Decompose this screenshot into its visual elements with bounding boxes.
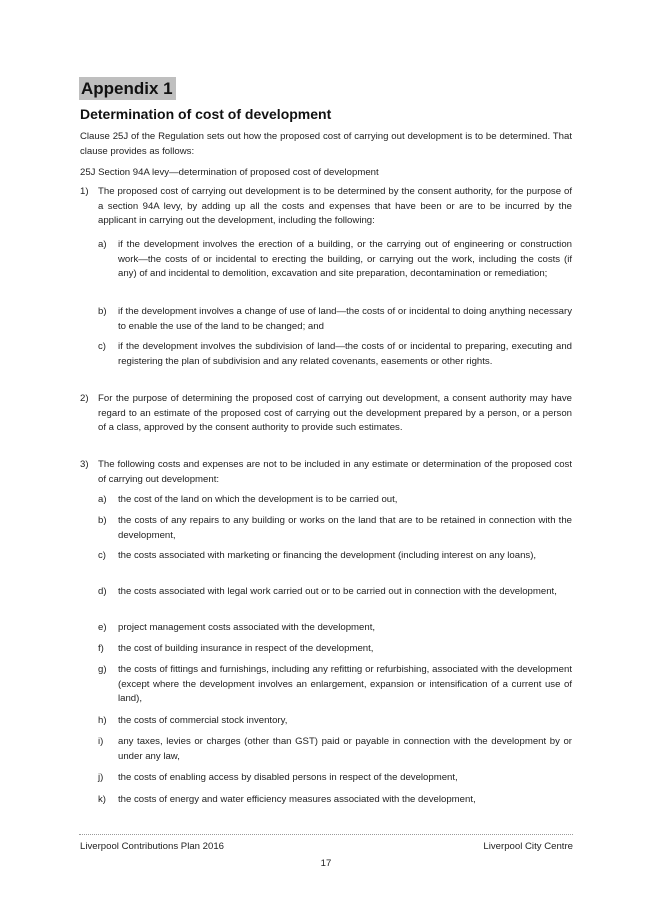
clause-item-3b [80,514,572,543]
clause-item-3 [80,458,572,487]
appendix-heading: Appendix 1 [79,77,176,100]
subitem-letter: f) [98,643,104,654]
item-text: The following costs and expenses are not to be included in any estimate or determination of the proposed cost of carrying out development: [98,459,572,485]
subitem-text: the costs associated with legal work carried out or to be carried out in connection with the development, [118,586,557,597]
subitem-text: if the development involves the subdivision of land—the costs of or incidental to preparing, executing and registering the plan of subdivision and any related covenants, easements or other rights. [118,341,572,367]
subitem-letter: g) [98,664,107,675]
subitem-letter: k) [98,794,106,805]
subitem-text: if the development involves the erection of a building, or the carrying out of engineering or construction work—the costs of or incidental to erecting the building, or carrying out the work, including the costs (if any) of and incidental to demolition, excavation and site preparation, decontamination or remediation; [118,239,572,280]
subitem-text: any taxes, levies or charges (other than GST) paid or payable in connection with the development by or under any law, [118,736,572,762]
clause-item-1c [80,340,572,369]
clause-item-3f [80,642,572,657]
subitem-text: the cost of the land on which the development is to be carried out, [118,494,398,505]
clause-item-1b [80,305,572,334]
section-title: Determination of cost of development [80,106,332,122]
clause-item-2 [80,392,572,436]
subitem-text: the costs of enabling access by disabled persons in respect of the development, [118,772,458,783]
item-text: For the purpose of determining the proposed cost of carrying out development, a consent authority may have regard to an estimate of the proposed cost of carrying out the development prepared by a person, or a person of a class, approved by the consent authority to provide such estimates. [98,393,572,434]
clause-item-3a [80,493,572,508]
subitem-text: the costs of any repairs to any building or works on the land that are to be retained in connection with the development, [118,515,572,541]
clause-item-3g [80,663,572,707]
footer-document-title: Liverpool Contributions Plan 2016 [80,841,224,852]
clause-item-3d [80,585,572,600]
subitem-text: the costs of fittings and furnishings, including any refitting or refurbishing, associated with the development (except where the development involves an enlargement, expansion or intensification of a current use of land), [118,664,572,705]
subitem-text: if the development involves a change of use of land—the costs of or incidental to doing anything necessary to enable the use of the land to be changed; and [118,306,572,332]
subitem-text: the costs associated with marketing or financing the development (including interest on any loans), [118,550,537,561]
subitem-text: the costs of energy and water efficiency measures associated with the development, [118,794,476,805]
clause-item-3j [80,771,572,786]
clause-item-3c [80,549,572,564]
subitem-letter: a) [98,494,107,505]
clause-item-1a [80,238,572,282]
item-number: 3) [80,459,89,470]
clause-item-3i [80,735,572,764]
footer-section-name: Liverpool City Centre [483,841,573,852]
subitem-text: the cost of building insurance in respect of the development, [118,643,374,654]
intro-paragraph: Clause 25J of the Regulation sets out how the proposed cost of carrying out development is to be determined. That clause provides as follows: [80,131,572,157]
clause-item-3k [80,793,572,808]
subitem-letter: c) [98,341,106,352]
clause-item-1 [80,185,572,229]
subitem-letter: i) [98,736,104,747]
item-number: 1) [80,186,89,197]
footer-divider [79,834,573,835]
subitem-letter: d) [98,586,107,597]
subitem-text: the costs of commercial stock inventory, [118,715,288,726]
page-number: 17 [320,858,332,869]
clause-title: 25J Section 94A levy—determination of proposed cost of development [80,167,379,178]
clause-item-3h [80,714,572,729]
subitem-text: project management costs associated with the development, [118,622,376,633]
subitem-letter: j) [98,772,104,783]
subitem-letter: c) [98,550,106,561]
item-text: The proposed cost of carrying out development is to be determined by the consent authority, for the purpose of a section 94A levy, by adding up all the costs and expenses that have been or are to be incurred by the applicant in carrying out the development, including the following: [98,186,572,227]
item-number: 2) [80,393,89,404]
subitem-letter: h) [98,715,107,726]
subitem-letter: e) [98,622,107,633]
subitem-letter: a) [98,239,107,250]
subitem-letter: b) [98,306,107,317]
clause-item-3e [80,621,572,636]
subitem-letter: b) [98,515,107,526]
